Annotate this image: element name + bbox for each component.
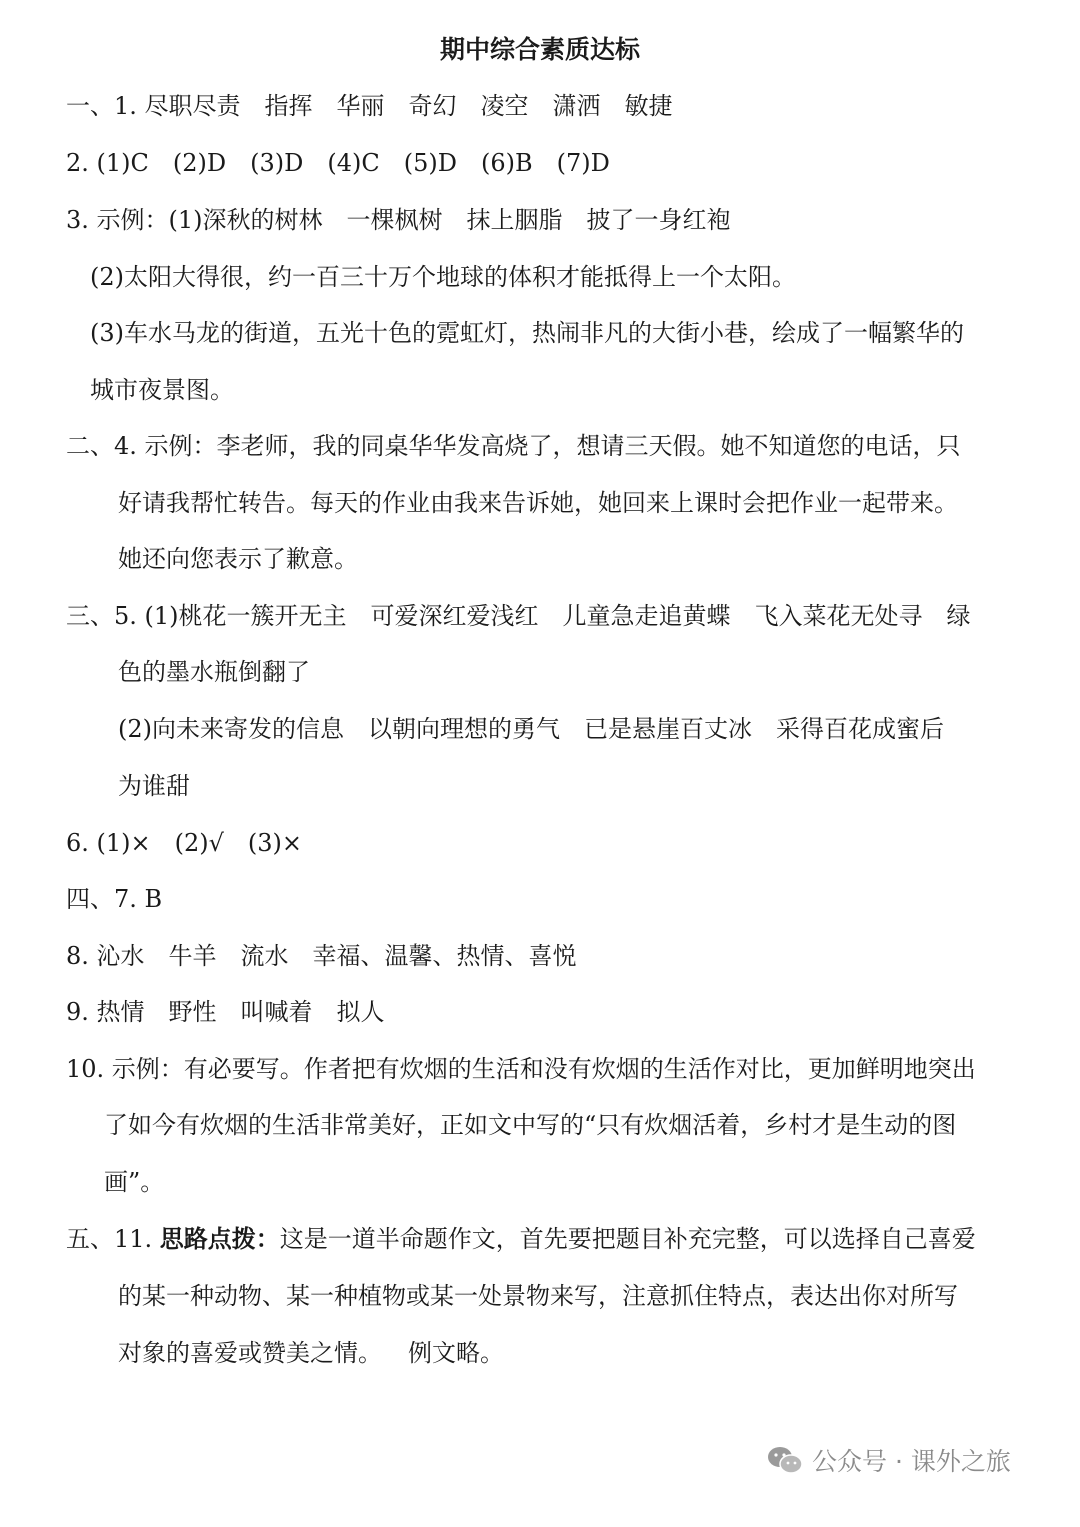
- watermark: [766, 1440, 1011, 1480]
- q11-prefix: 五、11.: [66, 1225, 160, 1253]
- answer-line: 了如今有炊烟的生活非常美好，正如文中写的“只有炊烟活着，乡村才是生动的图: [104, 1111, 957, 1139]
- answer-line: (2)向未来寄发的信息 以朝向理想的勇气 已是悬崖百丈冰 采得百花成蜜后: [118, 715, 944, 743]
- answer-line: 一、1. 尽职尽责 指挥 华丽 奇幻 凌空 潇洒 敏捷: [66, 92, 673, 120]
- wechat-icon: [766, 1445, 804, 1475]
- answer-line: 2. (1)C (2)D (3)D (4)C (5)D (6)B (7)D: [66, 149, 610, 177]
- watermark-text: 公众号 · 课外之旅: [812, 1447, 1011, 1476]
- q11-text-end: 对象的喜爱或赞美之情。: [118, 1339, 382, 1367]
- answer-line: 画”。: [104, 1168, 165, 1196]
- answer-line: 城市夜景图。: [90, 376, 234, 404]
- answer-line: 三、5. (1)桃花一簇开无主 可爱深红爱浅红 儿童急走追黄蝶 飞入菜花无处寻 绿: [66, 602, 971, 630]
- answer-line: [118, 1333, 504, 1373]
- answer-line: 3. 示例：(1)深秋的树林 一棵枫树 抹上胭脂 披了一身红袍: [66, 206, 731, 234]
- answer-line: 8. 沁水 牛羊 流水 幸福、温馨、热情、喜悦: [66, 942, 577, 970]
- q11-hint-label: 思路点拨：: [159, 1225, 280, 1253]
- q11-text: 这是一道半命题作文，首先要把题目补充完整，可以选择自己喜爱: [279, 1225, 976, 1253]
- answer-line: 好请我帮忙转告。每天的作业由我来告诉她，她回来上课时会把作业一起带来。: [118, 489, 958, 517]
- answer-line: 9. 热情 野性 叫喊着 拟人: [66, 998, 385, 1026]
- answer-line: 6. (1)× (2)√ (3)×: [66, 829, 303, 857]
- q11-sample-note: 例文略。: [408, 1339, 504, 1367]
- answer-line: (2)太阳大得很，约一百三十万个地球的体积才能抵得上一个太阳。: [90, 263, 796, 291]
- answer-line: 为谁甜: [118, 772, 190, 800]
- answer-line: (3)车水马龙的街道，五光十色的霓虹灯，热闹非凡的大街小巷，绘成了一幅繁华的: [90, 319, 964, 347]
- page-title: 期中综合素质达标: [439, 35, 640, 64]
- answer-line: 她还向您表示了歉意。: [118, 545, 358, 573]
- answer-line: 色的墨水瓶倒翻了: [118, 658, 310, 686]
- answer-line: 10. 示例：有必要写。作者把有炊烟的生活和没有炊烟的生活作对比，更加鲜明地突出: [66, 1055, 976, 1083]
- answer-line: 四、7. B: [66, 885, 163, 913]
- answer-line: 二、4. 示例：李老师，我的同桌华华发高烧了，想请三天假。她不知道您的电话，只: [66, 432, 961, 460]
- answer-line-q11: [66, 1219, 976, 1259]
- answer-line: 的某一种动物、某一种植物或某一处景物来写，注意抓住特点，表达出你对所写: [118, 1282, 958, 1310]
